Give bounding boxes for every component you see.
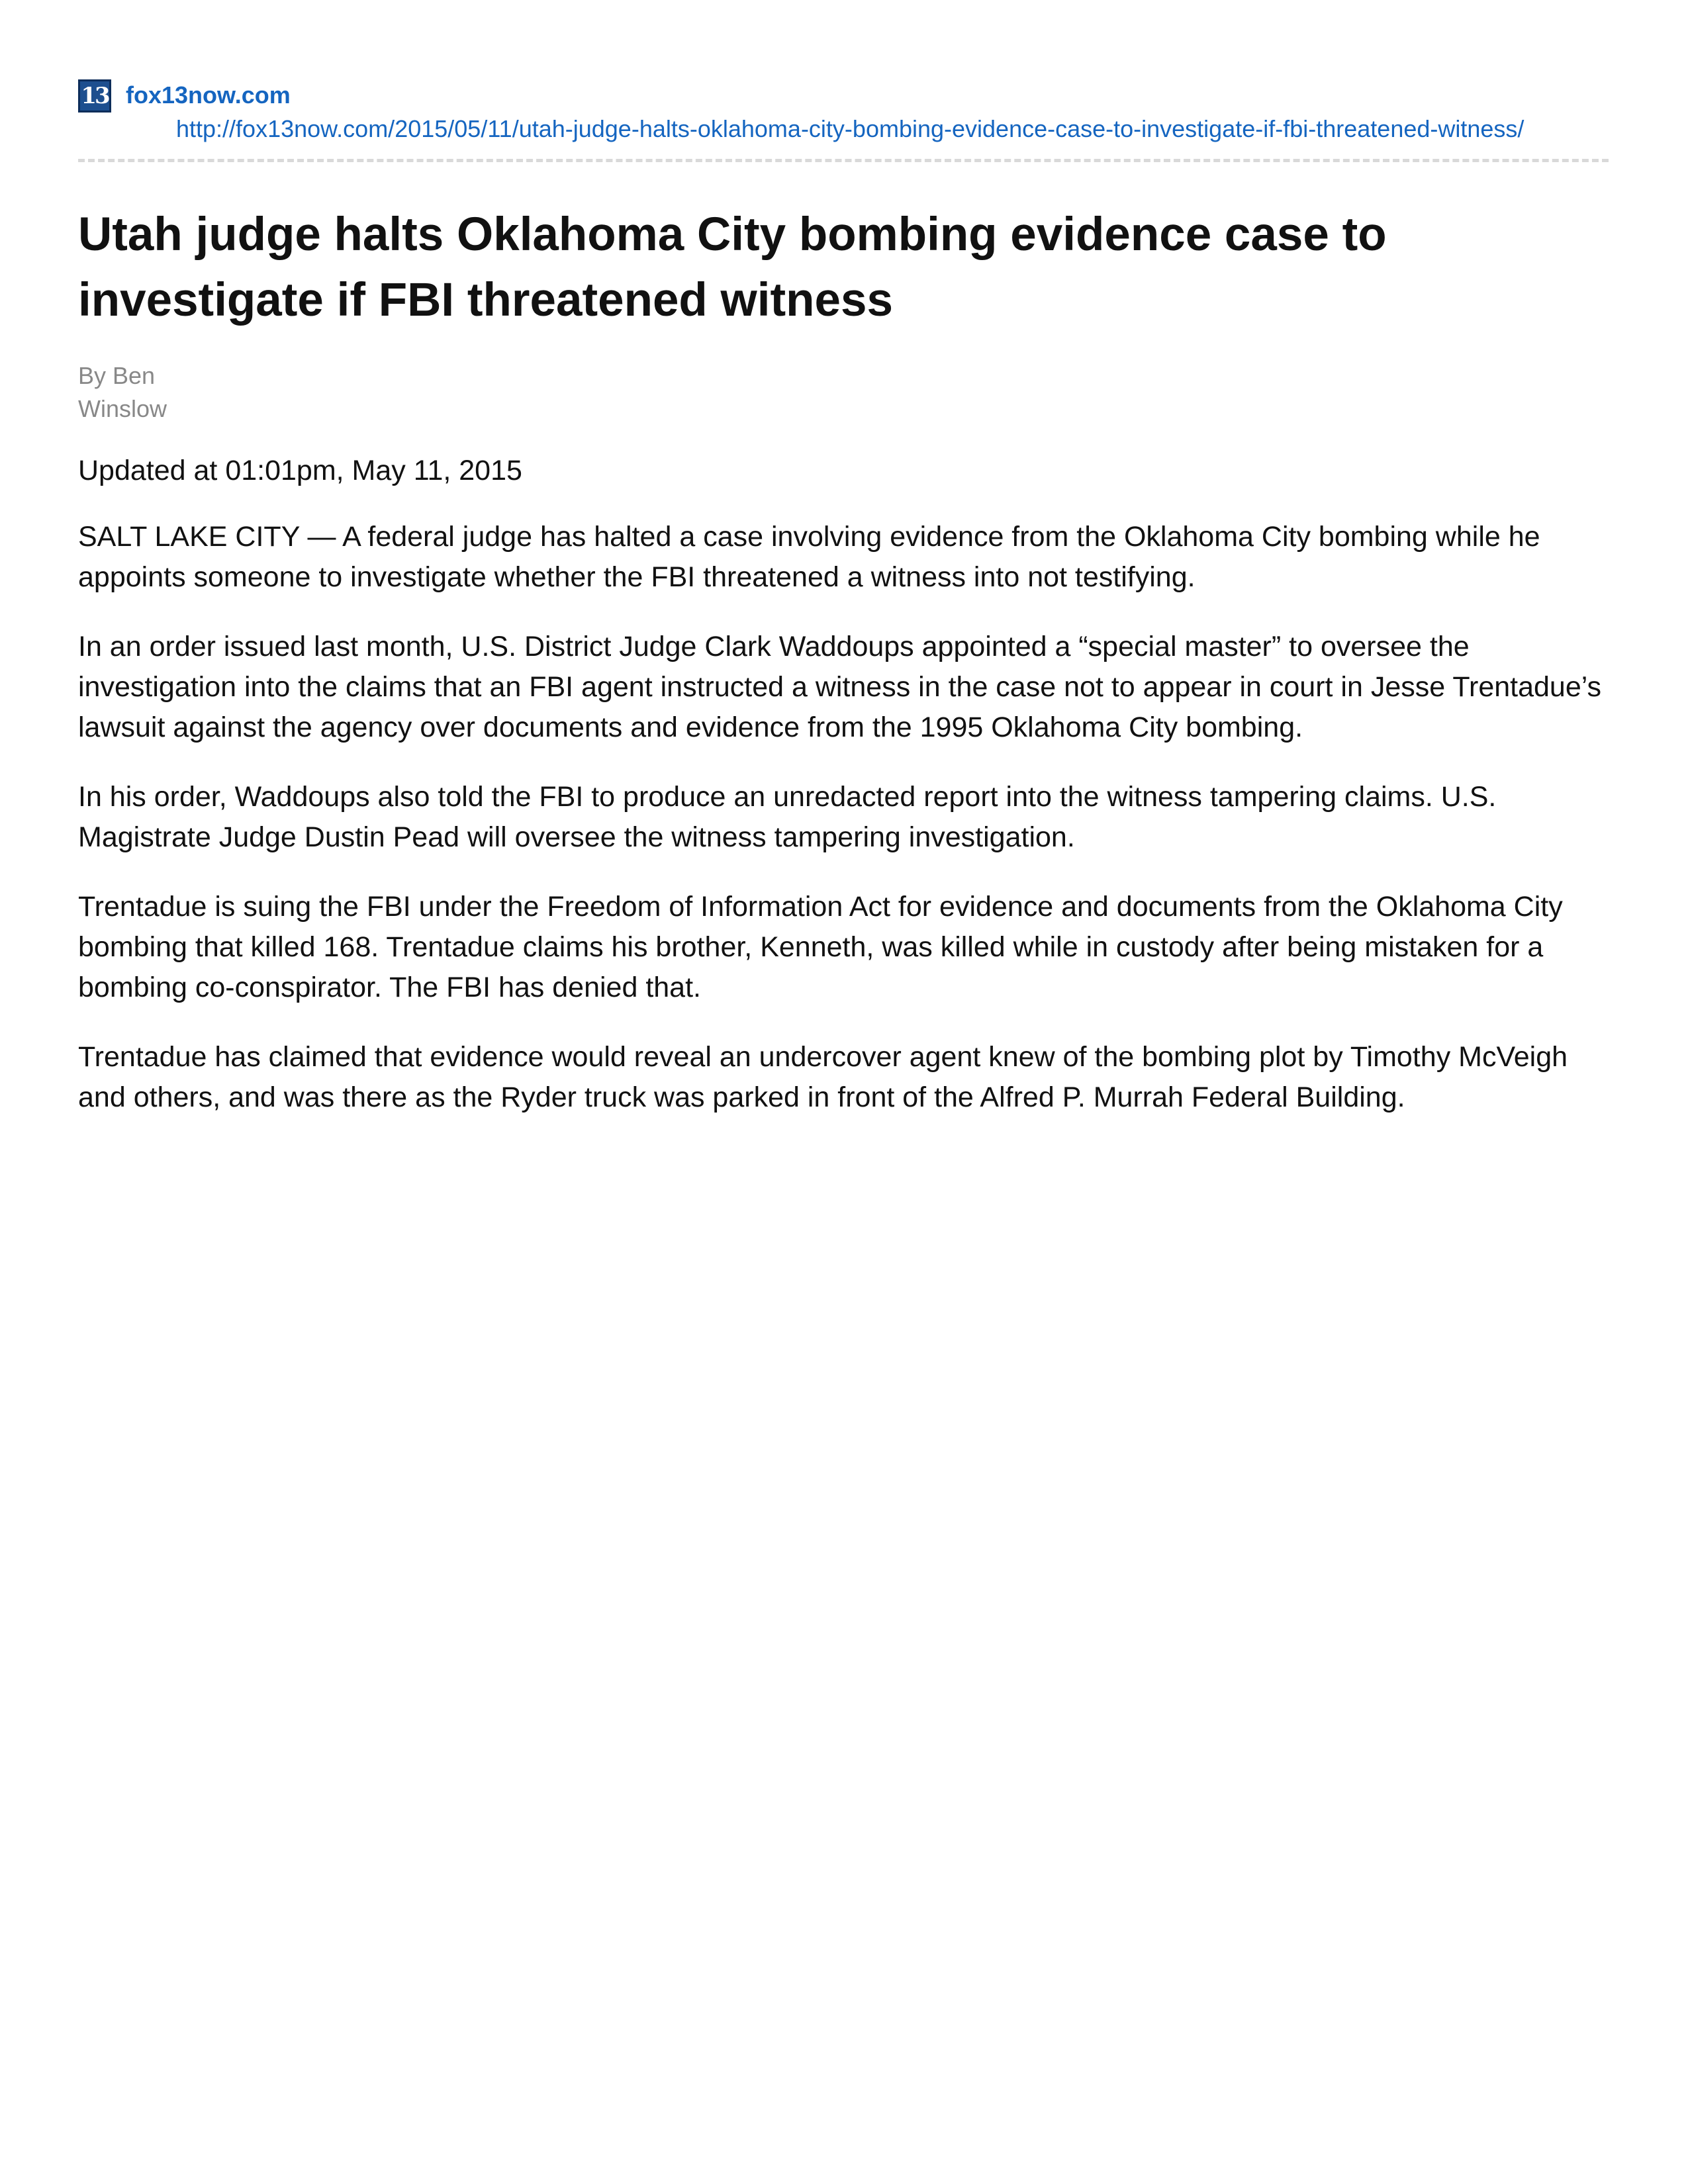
article-paragraph: In his order, Waddoups also told the FBI to produce an unredacted report into the witness tampering claims. U.S. Magistrate Judge Dustin Pead will oversee the witness tampering investigation.: [78, 781, 1497, 853]
byline-line-2: Winslow: [78, 395, 167, 422]
article-page: [78, 74, 1609, 1118]
article-title: Utah judge halts Oklahoma City bombing evidence case to investigate if FBI threatened witness: [78, 208, 1387, 326]
updated-timestamp: Updated at 01:01pm, May 11, 2015: [78, 455, 522, 486]
article-paragraph: Trentadue has claimed that evidence would reveal an undercover agent knew of the bombing plot by Timothy McVeigh and others, and was there as the Ryder truck was parked in front of the Alfred P. Murrah Federal Building.: [78, 1041, 1568, 1113]
article-paragraph: In an order issued last month, U.S. District Judge Clark Waddoups appointed a “special master” to oversee the investigation into the claims that an FBI agent instructed a witness in the case not to appear in court in Jesse Trentadue’s lawsuit against the agency over documents and evidence from the 1995 Oklahoma City bombing.: [78, 631, 1602, 743]
logo-text: 13: [81, 83, 109, 109]
source-header: [78, 74, 1609, 162]
article-paragraph: SALT LAKE CITY — A federal judge has halted a case involving evidence from the Oklahoma City bombing while he appoints someone to investigate whether the FBI threatened a witness into not testifying.: [78, 521, 1540, 593]
byline: [78, 359, 211, 426]
article-body: [78, 517, 1609, 1118]
fox13-logo-icon: [78, 79, 111, 113]
source-url-link[interactable]: http://fox13now.com/2015/05/11/utah-judge-halts-oklahoma-city-bombing-evidence-case-to-investigate-if-fbi-threatened-witness/: [176, 115, 1524, 142]
article-paragraph: Trentadue is suing the FBI under the Freedom of Information Act for evidence and documents from the Oklahoma City bombing that killed 168. Trentadue claims his brother, Kenneth, was killed while in custody after being mistaken for a bombing co-conspirator. The FBI has denied that.: [78, 891, 1563, 1003]
byline-line-1: By Ben: [78, 362, 156, 389]
site-name-link[interactable]: fox13now.com: [126, 81, 291, 109]
